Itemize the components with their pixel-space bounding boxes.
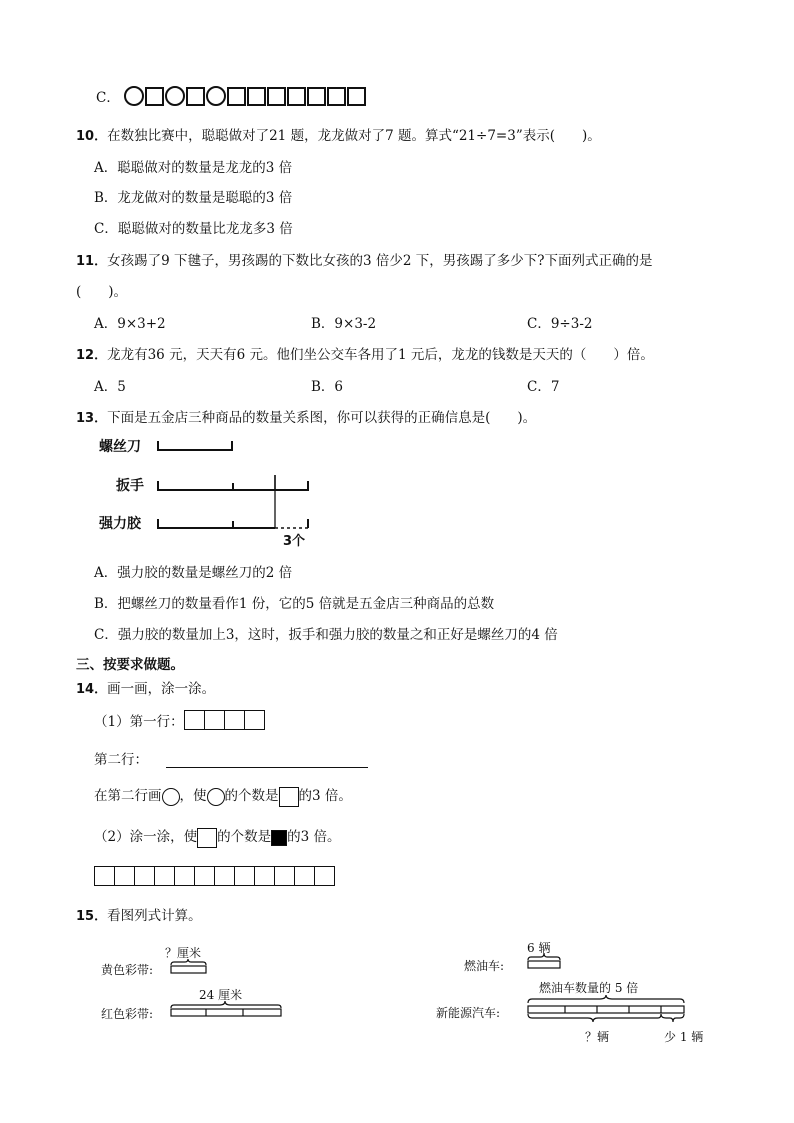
square-icon (186, 87, 205, 106)
q15-yellow-brace (171, 959, 206, 965)
q14-row2-label: 第二行： (94, 752, 148, 768)
q14-part2 (94, 825, 340, 848)
filled-square-icon (271, 830, 287, 846)
square-icon (145, 87, 164, 106)
circle-icon (165, 86, 185, 106)
square-icon (247, 87, 266, 106)
q15-ev-bottom-brace (528, 1014, 661, 1022)
q15-fuel-bar (528, 961, 560, 968)
q15-right-top-label: 6 辆 (527, 941, 551, 955)
q9-shape-row (124, 86, 366, 106)
q9-option-c-letter: C． (96, 90, 120, 106)
q15-right-less-label: 少 1 辆 (664, 1030, 704, 1044)
square-icon (197, 828, 217, 848)
q14-instr-b: ，使 (179, 788, 207, 804)
square-icon (287, 87, 306, 106)
q12-stem (76, 343, 654, 363)
q14-instruction (94, 784, 352, 807)
q13-stem (76, 406, 536, 426)
q10-option-a[interactable]: A．聪聪做对的数量是龙龙的3 倍 (94, 160, 293, 176)
q12-option-a[interactable]: A．5 (94, 379, 126, 395)
square-icon (227, 87, 246, 106)
grid-cell[interactable] (134, 866, 155, 886)
q9-option-c[interactable] (96, 86, 366, 106)
q15-fuel-brace (528, 953, 560, 960)
grid-cell[interactable] (254, 866, 275, 886)
square-icon (267, 87, 286, 106)
q15-title: 看图列式计算。 (107, 908, 202, 924)
square-icon (307, 87, 326, 106)
q13-label-screwdriver: 螺丝刀 (99, 439, 141, 455)
q13-option-a[interactable]: A．强力胶的数量是螺丝刀的2 倍 (94, 565, 293, 581)
square-icon (279, 787, 299, 807)
q12-option-b[interactable]: B．6 (311, 379, 344, 395)
circle-icon (162, 788, 180, 806)
square-icon (327, 87, 346, 106)
q13-quantity-diagram (150, 435, 320, 545)
q14-number: 14． (76, 682, 108, 697)
q13-label-wrench: 扳手 (116, 478, 144, 494)
q13-option-c[interactable]: C．强力胶的数量加上3，这时，扳手和强力胶的数量之和正好是螺丝刀的4 倍 (94, 627, 558, 643)
q11-option-c[interactable]: C．9÷3-2 (527, 316, 593, 332)
square-icon (184, 710, 205, 730)
q11-option-b[interactable]: B．9×3-2 (311, 316, 377, 332)
q13-number: 13． (76, 411, 108, 426)
q12-text: 龙龙有36 元，天天有6 元。他们坐公交车各用了1 元后，龙龙的钱数是天天的（ ）倍。 (107, 347, 654, 363)
square-icon (224, 710, 245, 730)
q14-row2-answer-line[interactable] (166, 753, 368, 768)
q15-left-diagram (165, 955, 295, 1025)
grid-cell[interactable] (314, 866, 335, 886)
grid-cell[interactable] (154, 866, 175, 886)
grid-cell[interactable] (174, 866, 195, 886)
q13-label-glue: 强力胶 (99, 516, 141, 532)
q15-left-total-label: 24 厘米 (199, 988, 243, 1002)
q13-note-3: 3个 (283, 534, 306, 549)
q15-yellow-label: 黄色彩带: (101, 963, 154, 977)
q15-red-bar (171, 1009, 281, 1016)
q12-option-c[interactable]: C．7 (527, 379, 560, 395)
q15-ev-less-brace (661, 1014, 684, 1022)
q14-coloring-grid[interactable] (94, 866, 334, 886)
q10-stem (76, 124, 601, 144)
grid-cell[interactable] (194, 866, 215, 886)
circle-icon (206, 86, 226, 106)
q10-option-c[interactable]: C．聪聪做对的数量比龙龙多3 倍 (94, 221, 293, 237)
q15-left-question-label: ？厘米 (165, 946, 202, 960)
q11-text: 女孩踢了9 下毽子，男孩踢的下数比女孩的3 倍少2 下，男孩踢了多少下?下面列式正确的是 (107, 253, 653, 269)
q11-stem (76, 249, 652, 269)
grid-cell[interactable] (214, 866, 235, 886)
q14-part2-c: 的3 倍。 (287, 829, 341, 845)
grid-cell[interactable] (94, 866, 115, 886)
q10-text: 在数独比赛中，聪聪做对了21 题，龙龙做对了7 题。算式“21÷7=3”表示( )。 (107, 128, 601, 144)
q15-right-question-label: ？辆 (585, 1030, 610, 1044)
grid-cell[interactable] (294, 866, 315, 886)
q10-number: 10． (76, 129, 108, 144)
square-icon (347, 87, 366, 106)
q14-title: 画一画，涂一涂。 (107, 681, 216, 697)
q10-option-b[interactable]: B．龙龙做对的数量是聪聪的3 倍 (94, 190, 293, 206)
q12-number: 12． (76, 348, 108, 363)
q14-instr-a: 在第二行画 (94, 788, 162, 804)
q15-number: 15． (76, 909, 108, 924)
q15-red-brace (171, 1001, 281, 1008)
q15-yellow-bar (171, 966, 206, 973)
q13-glue-bar (158, 519, 275, 528)
q15-fuel-label: 燃油车: (464, 959, 505, 973)
circle-icon (124, 86, 144, 106)
grid-cell[interactable] (234, 866, 255, 886)
q13-option-b[interactable]: B．把螺丝刀的数量看作1 份，它的5 倍就是五金店三种商品的总数 (94, 596, 495, 612)
grid-cell[interactable] (274, 866, 295, 886)
q15-right-times-label: 燃油车数量的 5 倍 (539, 981, 639, 995)
square-icon (204, 710, 225, 730)
section-3-title: 三、按要求做题。 (76, 657, 184, 673)
q14-row1-squares (184, 710, 264, 730)
q11-number: 11． (76, 254, 108, 269)
q14-stem (76, 677, 215, 697)
q14-part1-label: （1）第一行： (94, 714, 184, 730)
q13-screwdriver-bar (158, 441, 232, 450)
q13-text: 下面是五金店三种商品的数量关系图，你可以获得的正确信息是( )。 (107, 410, 537, 426)
q15-ev-label: 新能源汽车: (436, 1006, 501, 1020)
q14-instr-d: 的3 倍。 (298, 788, 352, 804)
circle-icon (207, 788, 225, 806)
q14-instr-c: 的个数是 (224, 788, 279, 804)
q14-part2-b: 的个数是 (217, 829, 272, 845)
grid-cell[interactable] (114, 866, 135, 886)
q15-right-diagram (520, 950, 695, 1030)
q14-part1 (94, 710, 264, 730)
q11-option-a[interactable]: A．9×3+2 (94, 316, 166, 332)
square-icon (244, 710, 265, 730)
q14-row2 (94, 748, 368, 768)
q11-stem-cont: ( )。 (76, 284, 128, 300)
q15-ev-top-brace (528, 995, 684, 1003)
q15-red-label: 红色彩带: (101, 1007, 154, 1021)
q15-stem (76, 904, 202, 924)
q14-part2-a: （2）涂一涂，使 (94, 829, 198, 845)
